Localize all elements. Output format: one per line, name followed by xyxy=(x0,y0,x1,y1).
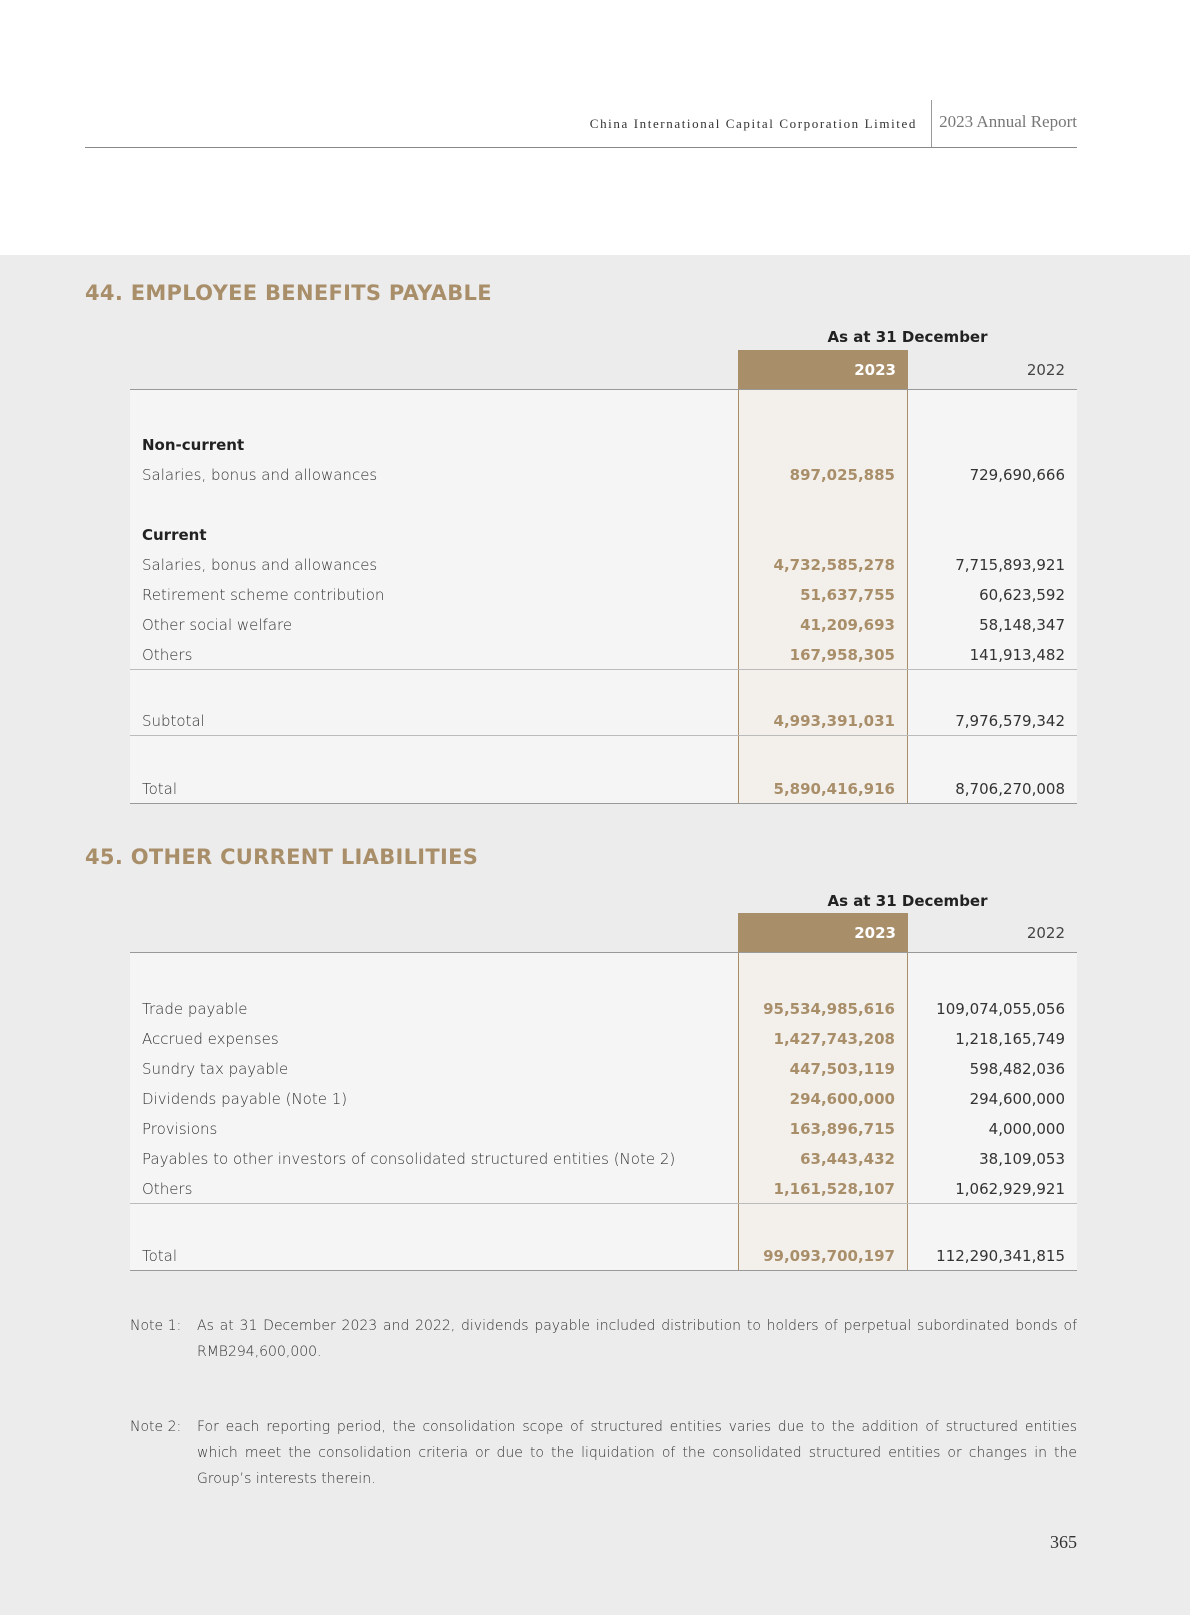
col-2022: 2022 xyxy=(1026,360,1065,379)
value-2022: 729,690,666 xyxy=(969,466,1065,484)
value-2022: 7,976,579,342 xyxy=(955,711,1065,730)
note-text: For each reporting period, the consolidation scope of structured entities varies due to the addition of structured entities which meet the consolidation criteria or due to the liquidation of the consolidated structured entities or changes in the Group’s interests therein. xyxy=(197,1419,1077,1487)
noncurrent-label: Non-current xyxy=(142,436,245,454)
table-row xyxy=(130,1174,1077,1204)
value-2022: 4,000,000 xyxy=(988,1120,1065,1138)
note-1 xyxy=(130,1313,1077,1365)
subtotal-row xyxy=(130,706,1077,736)
section-label-row xyxy=(130,520,1077,550)
row-label: Trade payable xyxy=(142,1000,248,1018)
value-2023: 1,161,528,107 xyxy=(738,1174,908,1203)
row-label: Total xyxy=(142,779,178,798)
value-2023: 897,025,885 xyxy=(738,460,908,490)
value-2023: 99,093,700,197 xyxy=(738,1241,908,1270)
total-row xyxy=(130,774,1077,804)
current-label: Current xyxy=(142,526,207,544)
value-2022: 112,290,341,815 xyxy=(936,1246,1065,1265)
table-header-row xyxy=(130,913,1077,953)
value-2023: 5,890,416,916 xyxy=(738,774,908,803)
row-label: Salaries, bonus and allowances xyxy=(142,556,378,574)
row-label: Dividends payable (Note 1) xyxy=(142,1090,348,1108)
row-label: Provisions xyxy=(142,1120,218,1138)
value-2022: 598,482,036 xyxy=(969,1060,1065,1078)
value-2022: 8,706,270,008 xyxy=(955,779,1065,798)
table-row xyxy=(130,1114,1077,1144)
table-row xyxy=(130,550,1077,580)
table-row xyxy=(130,1144,1077,1174)
row-label: Payables to other investors of consolidated structured entities (Note 2) xyxy=(142,1150,676,1168)
note-text: As at 31 December 2023 and 2022, dividends payable included distribution to holders of perpetual subordinated bonds of RMB294,600,000. xyxy=(197,1318,1077,1360)
value-2022: 38,109,053 xyxy=(979,1150,1065,1168)
value-2023: 163,896,715 xyxy=(738,1114,908,1144)
section-45-title: 45. OTHER CURRENT LIABILITIES xyxy=(85,845,479,869)
value-2023: 63,443,432 xyxy=(738,1144,908,1174)
note-label: Note 2: xyxy=(130,1419,182,1435)
row-label: Others xyxy=(142,1179,193,1198)
group-header: As at 31 December xyxy=(827,328,988,346)
table-row xyxy=(130,460,1077,490)
note-2 xyxy=(130,1414,1077,1492)
col-2023: 2023 xyxy=(738,350,908,389)
employee-benefits-table xyxy=(130,350,1077,804)
col-2022: 2022 xyxy=(1026,923,1065,942)
col-2023: 2023 xyxy=(738,913,908,952)
value-2023: 1,427,743,208 xyxy=(738,1024,908,1054)
value-2023: 167,958,305 xyxy=(738,640,908,669)
total-row xyxy=(130,1241,1077,1271)
table-header-row xyxy=(130,350,1077,390)
group-header: As at 31 December xyxy=(827,892,988,910)
value-2023: 294,600,000 xyxy=(738,1084,908,1114)
value-2023: 51,637,755 xyxy=(738,580,908,610)
row-label: Others xyxy=(142,645,193,664)
table-row xyxy=(130,640,1077,670)
note-label: Note 1: xyxy=(130,1318,182,1334)
row-label: Other social welfare xyxy=(142,616,293,634)
page-number: 365 xyxy=(1050,1532,1077,1552)
company-name: China International Capital Corporation Limited xyxy=(589,116,917,131)
table-row xyxy=(130,610,1077,640)
other-current-liabilities-table xyxy=(130,913,1077,1271)
value-2023: 447,503,119 xyxy=(738,1054,908,1084)
table-row xyxy=(130,1024,1077,1054)
table-row xyxy=(130,1054,1077,1084)
value-2023: 95,534,985,616 xyxy=(738,994,908,1024)
value-2023: 4,732,585,278 xyxy=(738,550,908,580)
row-label: Sundry tax payable xyxy=(142,1060,289,1078)
row-label: Subtotal xyxy=(142,711,205,730)
section-44-title: 44. EMPLOYEE BENEFITS PAYABLE xyxy=(85,281,492,305)
row-label: Accrued expenses xyxy=(142,1030,279,1048)
value-2022: 7,715,893,921 xyxy=(955,556,1065,574)
section-label-row xyxy=(130,430,1077,460)
row-label: Salaries, bonus and allowances xyxy=(142,466,378,484)
value-2022: 109,074,055,056 xyxy=(936,1000,1065,1018)
header-divider xyxy=(931,100,932,147)
value-2023: 41,209,693 xyxy=(738,610,908,640)
value-2022: 1,218,165,749 xyxy=(955,1030,1065,1048)
value-2022: 60,623,592 xyxy=(979,586,1065,604)
value-2023: 4,993,391,031 xyxy=(738,706,908,735)
row-label: Retirement scheme contribution xyxy=(142,586,385,604)
row-label: Total xyxy=(142,1246,178,1265)
table-row xyxy=(130,1084,1077,1114)
value-2022: 294,600,000 xyxy=(969,1090,1065,1108)
table-row xyxy=(130,994,1077,1024)
value-2022: 141,913,482 xyxy=(969,645,1065,664)
value-2022: 58,148,347 xyxy=(979,616,1065,634)
page-header xyxy=(85,100,1077,148)
value-2022: 1,062,929,921 xyxy=(955,1179,1065,1198)
table-row xyxy=(130,580,1077,610)
report-title: 2023 Annual Report xyxy=(939,112,1077,131)
